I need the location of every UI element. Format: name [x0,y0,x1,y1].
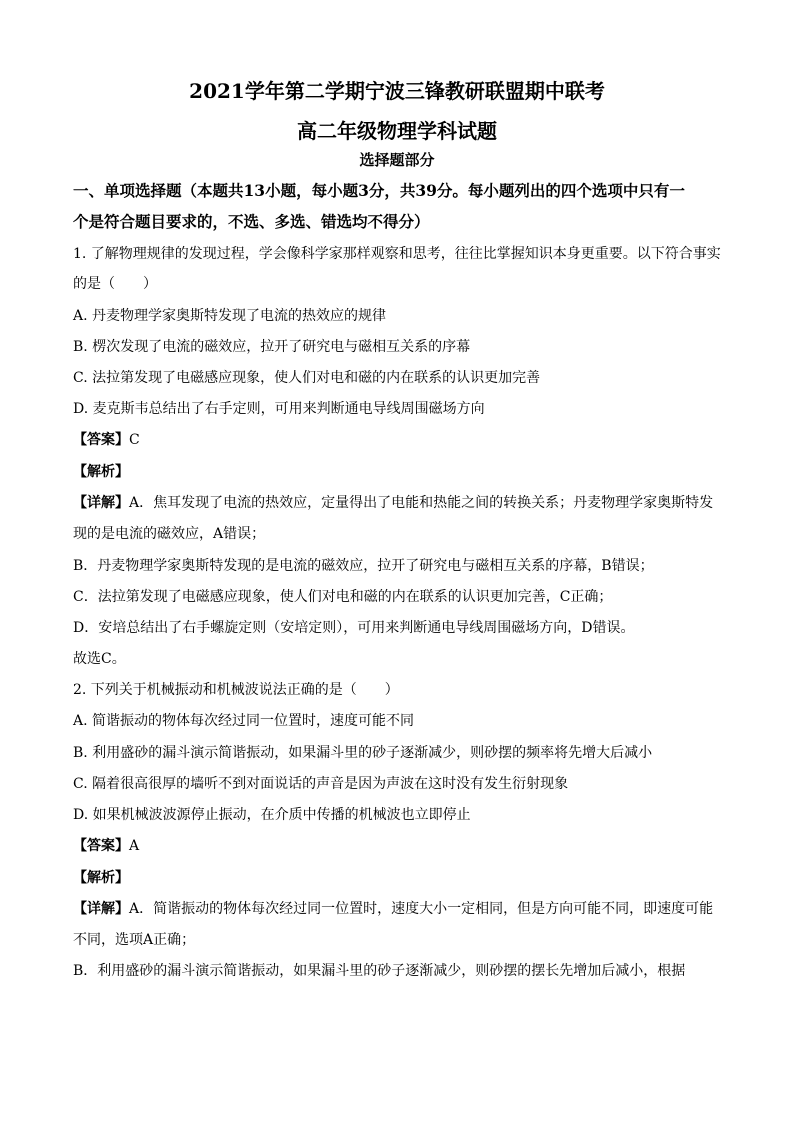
section-heading-line2: 个是符合题目要求的，不选、多选、错选均不得分） [73,212,430,231]
q1-analysis [73,462,733,482]
q1-option-d: D. 麦克斯韦总结出了右手定则，可用来判断通电导线周围磁场方向 [73,401,485,417]
q2-detail-line3: B．利用盛砂的漏斗演示简谐振动，如果漏斗里的砂子逐渐减少，则砂摆的摆长先增加后减小，根据 [73,963,686,979]
q1-detail-line5: D．安培总结出了右手螺旋定则（安培定则），可用来判断通电导线周围磁场方向，D错误。 [73,620,635,636]
q2-detail-line1 [73,899,733,919]
q2-analysis [73,868,733,888]
q1-answer [73,430,733,450]
q1-detail-line1 [73,493,733,513]
q1-option-b: B. 楞次发现了电流的磁效应，拉开了研究电与磁相互关系的序幕 [73,339,471,355]
detail-text: A．焦耳发现了电流的热效应，定量得出了电能和热能之间的转换关系；丹麦物理学家奥斯特发 [129,495,714,511]
q2-option-c: C. 隔着很高很厚的墙听不到对面说话的声音是因为声波在这时没有发生衍射现象 [73,776,569,792]
q1-stem-line2: 的是（ ） [73,276,157,292]
q1-option-a: A. 丹麦物理学家奥斯特发现了电流的热效应的规律 [73,308,387,324]
q1-conclusion: 故选C。 [73,651,126,667]
answer-value: C [129,432,140,448]
q2-stem: 2. 下列关于机械振动和机械波说法正确的是（ ） [73,682,399,698]
exam-subtitle: 高二年级物理学科试题 [297,119,497,143]
analysis-label: 【解析】 [73,464,129,480]
q2-option-d: D. 如果机械波波源停止振动，在介质中传播的机械波也立即停止 [73,807,471,823]
q2-option-b: B. 利用盛砂的漏斗演示简谐振动，如果漏斗里的砂子逐渐减少，则砂摆的频率将先增大后减小 [73,745,653,761]
detail-label: 【详解】 [73,495,129,511]
answer-label: 【答案】 [73,838,129,854]
detail-label: 【详解】 [73,901,129,917]
q1-detail-line2: 现的是电流的磁效应，A错误； [73,526,266,542]
answer-label: 【答案】 [73,432,129,448]
section-heading-line1: 一、单项选择题（本题共13小题，每小题3分，共39分。每小题列出的四个选项中只有一 [73,181,685,200]
q2-detail-line2: 不同，选项A正确； [73,932,196,948]
analysis-label: 【解析】 [73,870,129,886]
detail-text: A．简谐振动的物体每次经过同一位置时，速度大小一定相同，但是方向可能不同，即速度可能 [129,901,714,917]
q1-stem-line1: 1. 了解物理规律的发现过程，学会像科学家那样观察和思考，往往比掌握知识本身更重要。以下符合事实 [73,246,721,262]
q2-answer [73,836,733,856]
q1-detail-line3: B．丹麦物理学家奥斯特发现的是电流的磁效应，拉开了研究电与磁相互关系的序幕，B错误； [73,558,654,574]
answer-value: A [129,838,140,854]
q1-option-c: C. 法拉第发现了电磁感应现象，使人们对电和磁的内在联系的认识更加完善 [73,370,541,386]
q2-option-a: A. 简谐振动的物体每次经过同一位置时，速度可能不同 [73,713,415,729]
q1-detail-line4: C．法拉第发现了电磁感应现象，使人们对电和磁的内在联系的认识更加完善，C正确； [73,589,613,605]
exam-title: 2021学年第二学期宁波三锋教研联盟期中联考 [189,79,605,103]
part-title: 选择题部分 [359,151,435,169]
